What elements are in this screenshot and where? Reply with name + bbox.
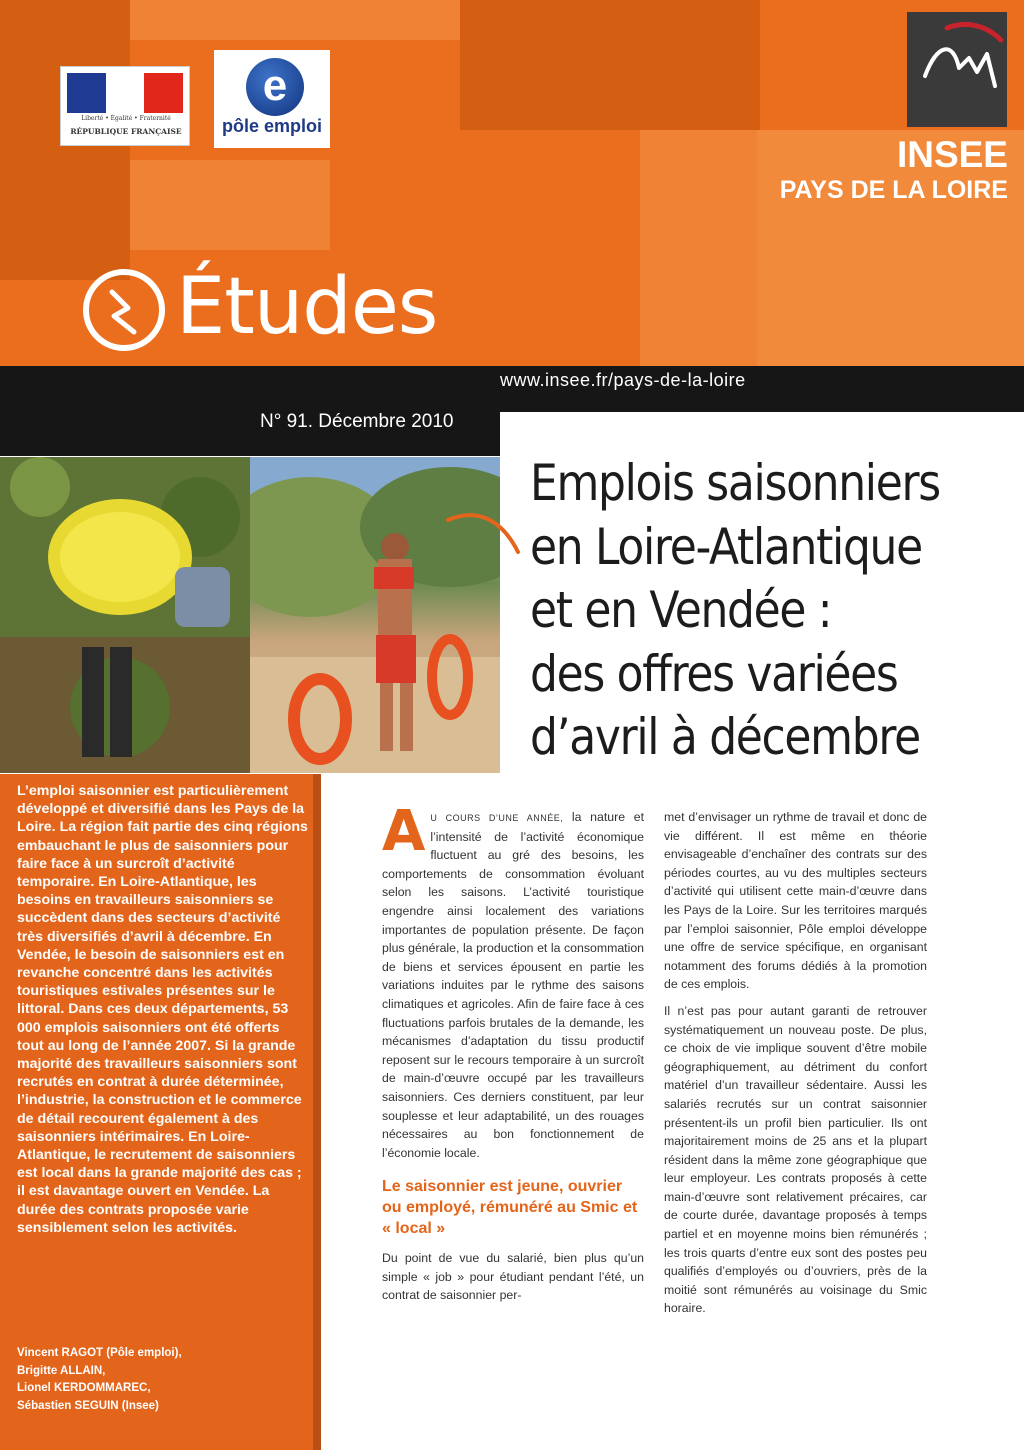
author: Vincent RAGOT (Pôle emploi), [17, 1347, 182, 1359]
gov-label: RÉPUBLIQUE FRANÇAISE [70, 127, 182, 136]
issue-number: N° 91. Décembre 2010 [260, 411, 454, 432]
header-tile [130, 160, 330, 250]
title-line: en Loire-Atlantique [530, 517, 922, 576]
pole-emploi-e-icon: e [246, 58, 304, 116]
insee-region: PAYS DE LA LOIRE [779, 176, 1008, 204]
photo-grape-harvest [0, 457, 250, 773]
pole-emploi-logo [214, 50, 330, 148]
title-line: d’avril à décembre [530, 708, 920, 766]
body-paragraph: Du point de vue du salarié, bien plus qu’un simple « job » pour étudiant pendant l’été, un contrat de saisonnier per- [382, 1251, 644, 1303]
lead-in: U COURS D’UNE ANNÉE, [430, 813, 564, 823]
header-tile [640, 130, 757, 370]
summary-panel-shadow [313, 774, 321, 1450]
article-title [530, 452, 944, 770]
french-flag-icon [67, 73, 183, 113]
author: Lionel KERDOMMAREC, [17, 1382, 151, 1394]
section-subheading: Le saisonnier est jeune, ouvrier ou employé, rémunéré au Smic et « local » [382, 1178, 638, 1238]
body-paragraph [382, 799, 644, 1162]
body-paragraph: Il n’est pas pour autant garanti de retrouver systématiquement un nouveau poste. De plus, ce choix de vie implique souvent d’être mobile géographiquement, au détriment du confort matériel d’un travailleur sédentaire. Aussi les salariés recrutés sur un contrat saisonnier présentent-ils un profil bien particulier. Ils ont majoritairement moins de 25 ans et la plupart résident dans la même zone géographique que leur employeur. Les contrats proposés à cette main-d’œuvre sont relativement précaires, car de courte durée, davantage proposés à temps partiel et en moyenne moins bien rémunérés ; les trois quarts d’entre eux sont des postes peu qualifiés d’employés ou d’ouvriers, près de la moitié sont rémunérés au voisinage du Smic horaire. [664, 1003, 927, 1316]
photo-lifeguard [250, 457, 500, 773]
insee-logo [907, 12, 1007, 127]
header-tile [460, 0, 760, 130]
gov-motto: Liberté • Égalité • Fraternité [81, 115, 171, 122]
title-swoosh-icon [446, 508, 526, 558]
header-tile [130, 0, 460, 40]
pole-emploi-label: pôle emploi [221, 116, 322, 136]
author: Brigitte ALLAIN, [17, 1364, 106, 1377]
title-line: et en Vendée : [530, 581, 832, 639]
authors-list [17, 1345, 309, 1415]
insee-title: INSEE [896, 134, 1008, 175]
republique-francaise-logo [60, 66, 190, 146]
series-title: Études [176, 262, 438, 352]
body-column-1 [382, 799, 644, 1313]
title-line: des offres variées [530, 644, 898, 703]
header-tile [0, 160, 130, 280]
insee-mark-icon [907, 12, 1007, 127]
title-line: Emplois saisonniers [530, 454, 940, 512]
author: Sébastien SEGUIN (Insee) [17, 1399, 159, 1412]
grape-harvester-image [0, 457, 250, 773]
body-paragraph: met d’envisager un rythme de travail et donc de vie différent. Il est même en théorie envisageable d’enchaîner des contrats sur des périodes courtes, au vu des multiples secteurs d’activité qui utilisent cette main-d’œuvre dans les Pays de la Loire. Sur les territoires marqués par l’emploi saisonnier, Pôle emploi développe une offre de service spécifique, en organisant notamment des forums dédiés à la promotion de ces emplois. [664, 810, 927, 992]
paragraph-text: la nature et l’intensité de l’activité économique fluctuent au gré des besoins, les comportements de consommation évoluant selon les saisons. L’activité touristique engendre ainsi localement des variations importantes de population présente. De façon plus générale, la production et la consommation de biens et services épousent en partie les variations induites par le rythme des saisons climatiques et agricoles. Afin de faire face à ces fluctuations parfois brutales de la demande, les mécanismes d’adaptation du tissu productif reposent sur le recours temporaire à un surcroît de main-d’œuvre occupé par les travailleurs saisonniers. Ces derniers constituent, par leur souplesse et leur adaptabilité, un des rouages nécessaires au bon fonctionnement de l’économie locale. [382, 810, 644, 1160]
drop-cap: A [382, 799, 426, 864]
website-link[interactable]: www.insee.fr/pays-de-la-loire [500, 370, 746, 390]
body-column-2 [664, 808, 927, 1326]
lifeguard-image [250, 457, 500, 773]
summary-text: L’emploi saisonnier est particulièrement développé et diversifié dans les Pays de la Loire. La région fait partie des cinq régions embauchant le plus de saisonniers pour faire face à un surcroît d’activité temporaire. En Loire-Atlantique, les besoins en travailleurs saisonniers se succèdent dans des secteurs d’activité très diversifiés d’avril à décembre. En Vendée, le besoin de saisonniers est en revanche concentré dans les activités touristiques estivales présentes sur le littoral. Dans ces deux départements, 53 000 emplois saisonniers ont été offerts tout au long de l’année 2007. Si la grande majorité des travailleurs saisonniers sont recrutés en contrat à durée déterminée, l’industrie, la construction et le commerce de détail recourent également à des saisonniers intérimaires. En Loire-Atlantique, le recrutement de saisonniers est local dans la grande majorité des cas ; il est davantage ouvert en Vendée. La durée des contrats proposée varie sensiblement selon les activités. [17, 783, 308, 1236]
etudes-icon [82, 268, 166, 352]
